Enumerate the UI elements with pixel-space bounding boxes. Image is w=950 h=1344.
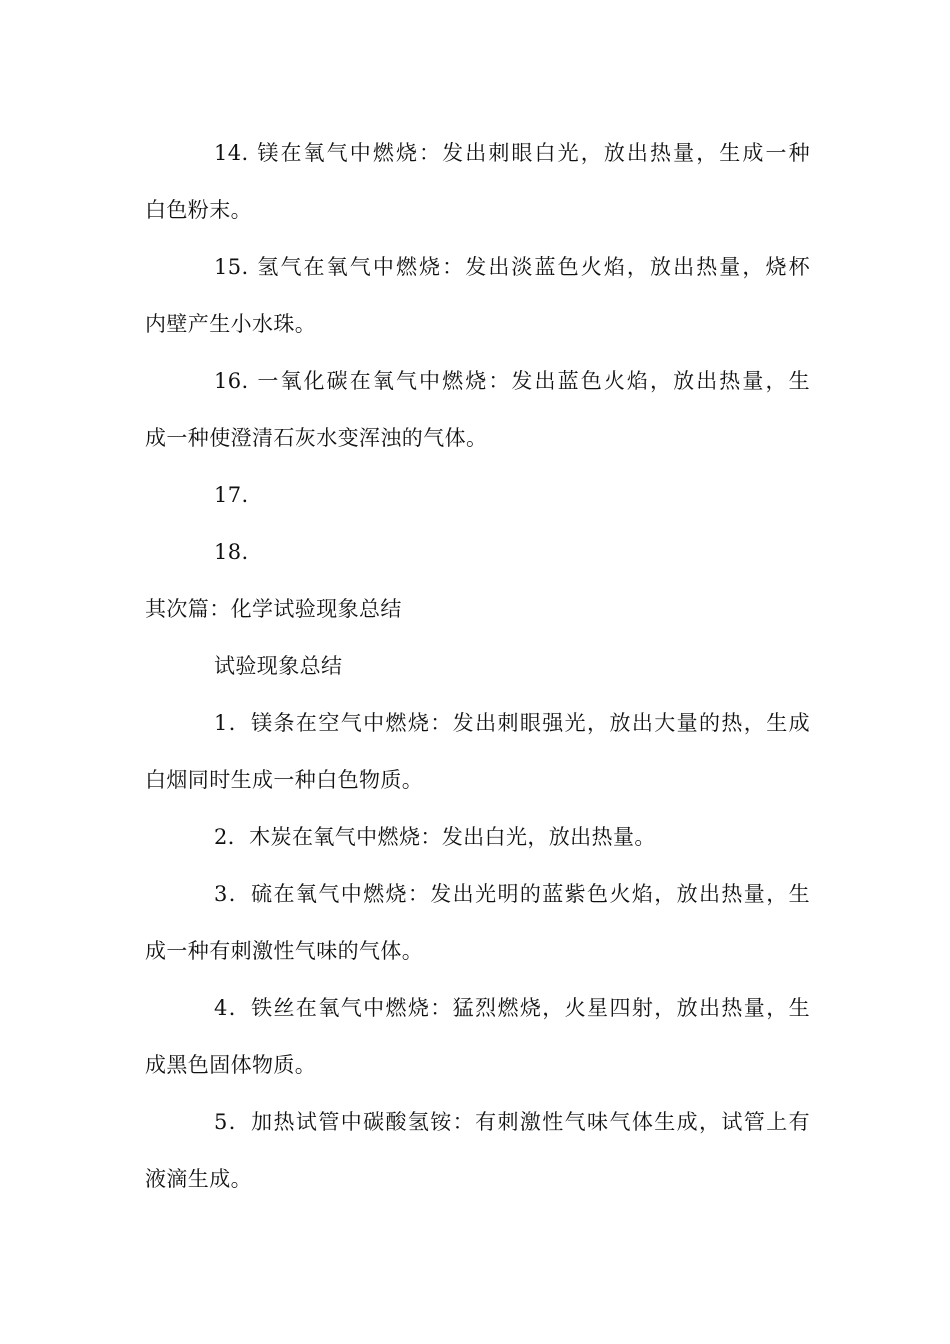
item-2-line1: 2．木炭在氧气中燃烧：发出白光，放出热量。 xyxy=(214,825,656,849)
subtitle: 试验现象总结 xyxy=(214,654,343,678)
item-5-line2: 液滴生成。 xyxy=(145,1167,252,1191)
item-14-line1: 14. 镁在氧气中燃烧：发出刺眼白光，放出热量，生成一种 xyxy=(214,141,810,165)
item-4-line1: 4．铁丝在氧气中燃烧：猛烈燃烧，火星四射，放出热量，生 xyxy=(214,996,810,1020)
item-15-line1: 15. 氢气在氧气中燃烧：发出淡蓝色火焰，放出热量，烧杯 xyxy=(214,255,810,279)
item-1-line1: 1．镁条在空气中燃烧：发出刺眼强光，放出大量的热，生成 xyxy=(214,711,810,735)
item-18: 18. xyxy=(214,540,249,564)
item-16-line2: 成一种使澄清石灰水变浑浊的气体。 xyxy=(145,426,488,450)
item-14-line2: 白色粉末。 xyxy=(145,198,252,222)
section-title: 其次篇：化学试验现象总结 xyxy=(145,597,402,621)
item-17: 17. xyxy=(214,483,249,507)
item-16-line1: 16. 一氧化碳在氧气中燃烧：发出蓝色火焰，放出热量，生 xyxy=(214,369,810,393)
item-4-line2: 成黑色固体物质。 xyxy=(145,1053,317,1077)
item-3-line1: 3．硫在氧气中燃烧：发出光明的蓝紫色火焰，放出热量，生 xyxy=(214,882,810,906)
item-5-line1: 5．加热试管中碳酸氢铵：有刺激性气味气体生成，试管上有 xyxy=(214,1110,810,1134)
item-3-line2: 成一种有刺激性气味的气体。 xyxy=(145,939,424,963)
item-15-line2: 内壁产生小水珠。 xyxy=(145,312,317,336)
item-1-line2: 白烟同时生成一种白色物质。 xyxy=(145,768,424,792)
